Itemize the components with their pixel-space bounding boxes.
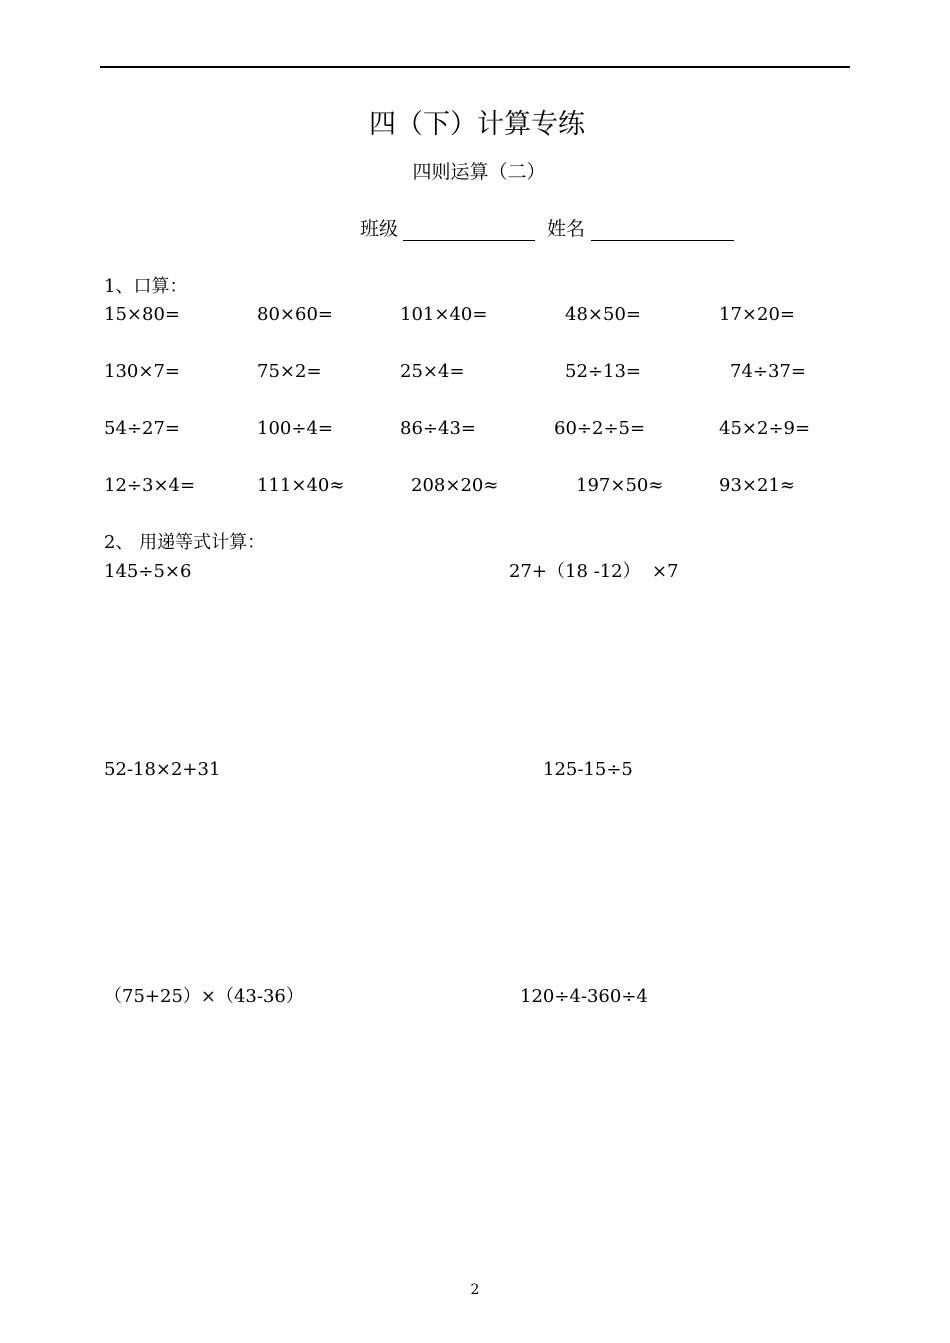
problem-item: （75+25）×（43-36）: [104, 986, 304, 1007]
oral-item: 75×2=: [257, 361, 322, 382]
page-title: 四（下）计算专练: [369, 109, 585, 140]
oral-item: 208×20≈: [411, 475, 499, 496]
oral-item: 17×20=: [719, 304, 795, 325]
page-number: 2: [470, 1282, 480, 1298]
name-label: 姓名: [547, 218, 586, 240]
problem-item: 145÷5×6: [104, 561, 192, 582]
problem-item: 125-15÷5: [543, 759, 633, 780]
oral-item: 12÷3×4=: [104, 475, 196, 496]
header-rule: [100, 66, 850, 68]
class-label: 班级: [360, 218, 399, 240]
oral-item: 100÷4=: [257, 418, 333, 439]
page-subtitle: 四则运算（二）: [412, 161, 546, 183]
oral-item: 80×60=: [257, 304, 333, 325]
oral-item: 25×4=: [400, 361, 465, 382]
oral-item: 15×80=: [104, 304, 180, 325]
section-1-heading: 1、口算：: [104, 276, 188, 297]
oral-item: 60÷2÷5=: [554, 418, 646, 439]
student-info-row: [0, 216, 950, 246]
oral-item: 130×7=: [104, 361, 180, 382]
class-blank[interactable]: [403, 240, 535, 241]
oral-item: 93×21≈: [719, 475, 795, 496]
oral-item: 54÷27=: [104, 418, 180, 439]
oral-item: 45×2÷9=: [719, 418, 811, 439]
oral-item: 86÷43=: [400, 418, 476, 439]
oral-item: 197×50≈: [576, 475, 664, 496]
problem-item: 120÷4-360÷4: [520, 986, 648, 1007]
problem-item: 27+（18 -12） ×7: [509, 561, 679, 582]
oral-item: 52÷13=: [565, 361, 641, 382]
oral-item: 101×40=: [400, 304, 488, 325]
oral-item: 111×40≈: [257, 475, 345, 496]
oral-item: 48×50=: [565, 304, 641, 325]
oral-item: 74÷37=: [730, 361, 806, 382]
section-2-heading: 2、 用递等式计算：: [104, 532, 266, 553]
name-blank[interactable]: [591, 240, 734, 241]
problem-item: 52-18×2+31: [104, 759, 221, 780]
